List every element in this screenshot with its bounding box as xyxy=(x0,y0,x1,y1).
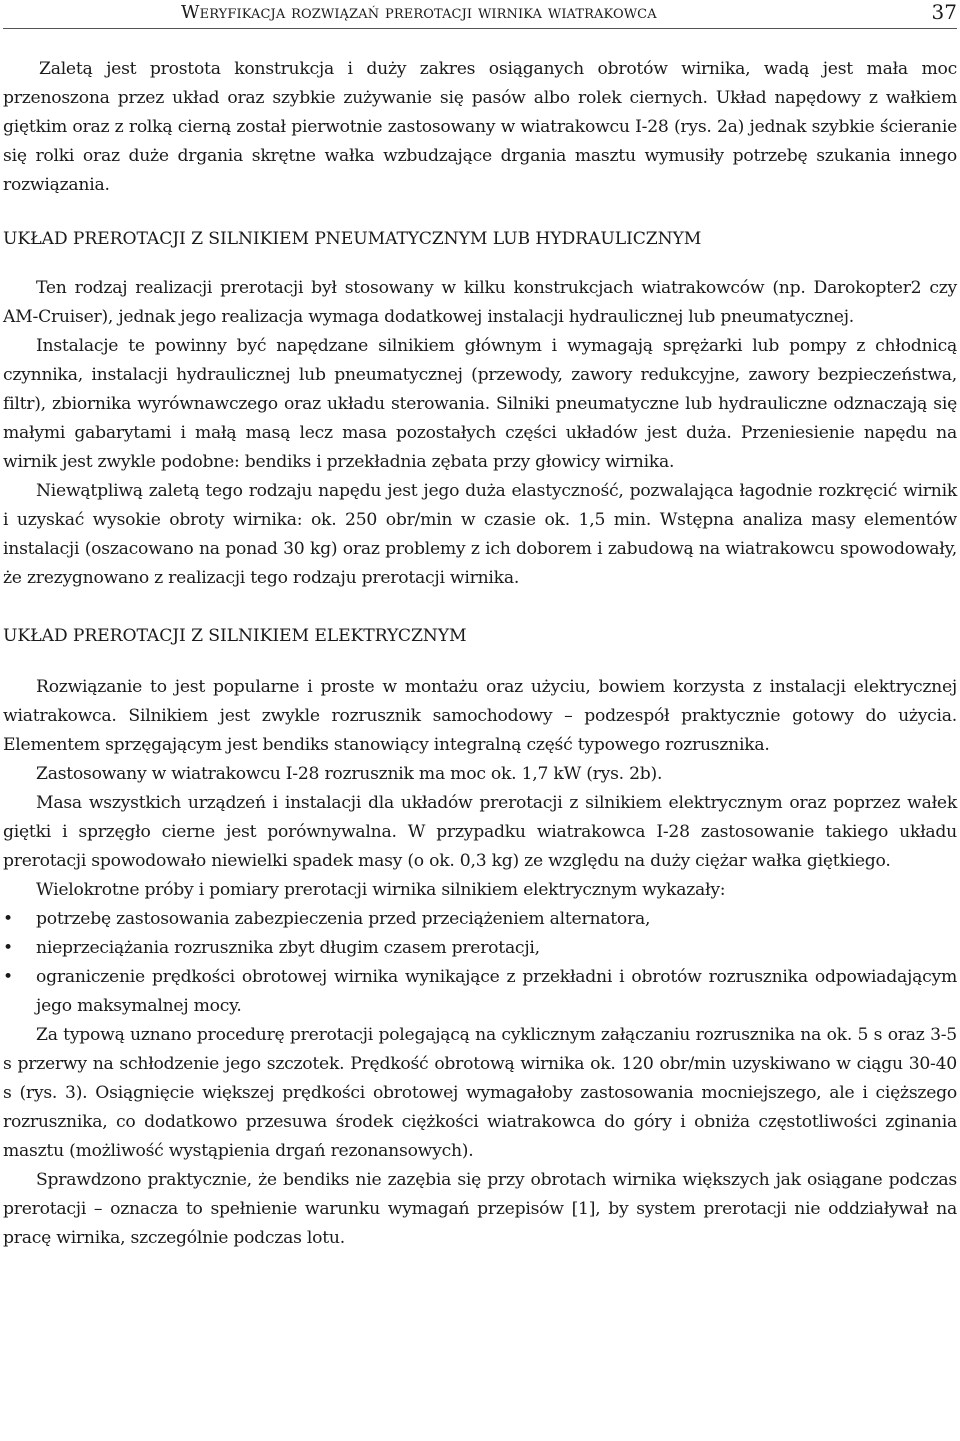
list-item-text: nieprzeciążania rozrusznika zbyt długim czasem prerotacji, xyxy=(36,938,540,958)
paragraph: Instalacje te powinny być napędzane silnikiem głównym i wymagają sprężarki lub pompy z chłodnicą czynnika, instalacji hydraulicznej lub pneumatycznej (przewody, zawory redukcyjne, zawory bezpieczeństwa, filtr), zbiornika wyrównawczego oraz układu sterowania. Silniki pneumatyczne lub hydrauliczne odznaczają się małymi gabarytami i małą masą lecz masa pozostałych części układów jest duża. Przeniesienie napędu na wirnik jest zwykle podobne: bendiks i przekładnia zębata przy głowicy wirnika. xyxy=(3,336,957,472)
findings-list xyxy=(3,905,957,1021)
paragraph: Ten rodzaj realizacji prerotacji był stosowany w kilku konstrukcjach wiatrakowców (np. Darokopter2 czy AM-Cruiser), jednak jego realizacja wymaga dodatkowej instalacji hydraulicznej lub pneumatycznej. xyxy=(3,278,957,327)
list-item xyxy=(3,905,957,934)
bullet-icon: • xyxy=(3,909,13,929)
page-number: 37 xyxy=(931,0,957,24)
paragraph: Zastosowany w wiatrakowcu I-28 rozrusznik ma moc ok. 1,7 kW (rys. 2b). xyxy=(36,764,663,784)
list-item-text: potrzebę zastosowania zabezpieczenia przed przeciążeniem alternatora, xyxy=(36,909,651,929)
paragraph: Masa wszystkich urządzeń i instalacji dla układów prerotacji z silnikiem elektrycznym oraz poprzez wałek giętki i sprzęgło cierne jest porównywalna. W przypadku wiatrakowca I-28 zastosowanie takiego układu prerotacji spowodowało niewielki spadek masy (o ok. 0,3 kg) ze względu na duży ciężar wałka giętkiego. xyxy=(3,793,957,871)
paragraph: Za typową uznano procedurę prerotacji polegającą na cyklicznym załączaniu rozrusznika na ok. 5 s oraz 3-5 s przerwy na schłodzenie jego szczotek. Prędkość obrotową wirnika ok. 120 obr/min uzyskiwano w ciągu 30-40 s (rys. 3). Osiągnięcie większej prędkości obrotowej wymagałoby zastosowania mocniejszego, ale i cięższego rozrusznika, co dodatkowo przesuwa środek ciężkości wiatrakowca do góry i obniża częstotliwości zginania masztu (możliwość wystąpienia drgań rezonansowych). xyxy=(3,1025,957,1161)
document-page xyxy=(3,0,957,1253)
paragraph: Rozwiązanie to jest popularne i proste w montażu oraz użyciu, bowiem korzysta z instalacji elektrycznej wiatrakowca. Silnikiem jest zwykle rozrusznik samochodowy – podzespół praktycznie gotowy do użycia. Elementem sprzęgającym jest bendiks stanowiący integralną część typowego rozrusznika. xyxy=(3,677,957,755)
bullet-icon: • xyxy=(3,967,13,987)
list-item-text: ograniczenie prędkości obrotowej wirnika wynikające z przekładni i obrotów rozrusznika odpowiadającym jego maksymalnej mocy. xyxy=(36,967,957,1016)
paragraph: Sprawdzono praktycznie, że bendiks nie zazębia się przy obrotach wirnika większych jak osiągane podczas prerotacji – oznacza to spełnienie warunku wymagań przepisów [1], by system prerotacji nie oddziaływał na pracę wirnika, szczególnie podczas lotu. xyxy=(3,1170,957,1248)
article-body xyxy=(3,55,957,1253)
paragraph: Wielokrotne próby i pomiary prerotacji wirnika silnikiem elektrycznym wykazały: xyxy=(36,880,726,900)
running-title: Weryfikacja rozwiązań prerotacji wirnika wiatrakowca xyxy=(181,2,657,23)
list-item xyxy=(3,963,957,1021)
list-item xyxy=(3,934,957,963)
paragraph: Niewątpliwą zaletą tego rodzaju napędu jest jego duża elastyczność, pozwalająca łagodnie rozkręcić wirnik i uzyskać wysokie obroty wirnika: ok. 250 obr/min w czasie ok. 1,5 min. Wstępna analiza masy elementów instalacji (oszacowano na ponad 30 kg) oraz problemy z ich doborem i zabudową na wiatrakowcu spowodowały, że zrezygnowano z realizacji tego rodzaju prerotacji wirnika. xyxy=(3,481,957,588)
intro-paragraph: Zaletą jest prostota konstrukcja i duży zakres osiąganych obrotów wirnika, wadą jest mała moc przenoszona przez układ oraz szybkie zużywanie się pasów albo rolek ciernych. Układ napędowy z wałkiem giętkim oraz z rolką cierną został pierwotnie zastosowany w wiatrakowcu I-28 (rys. 2a) jednak szybkie ścieranie się rolki oraz duże drgania skrętne wałka wzbudzające drgania masztu wymusiły potrzebę szukania innego rozwiązania. xyxy=(3,59,957,195)
section-heading-pneumatic: UKŁAD PREROTACJI Z SILNIKIEM PNEUMATYCZNYM LUB HYDRAULICZNYM xyxy=(3,229,702,249)
section-heading-electric: UKŁAD PREROTACJI Z SILNIKIEM ELEKTRYCZNYM xyxy=(3,626,467,646)
bullet-icon: • xyxy=(3,938,13,958)
running-header xyxy=(3,0,957,29)
